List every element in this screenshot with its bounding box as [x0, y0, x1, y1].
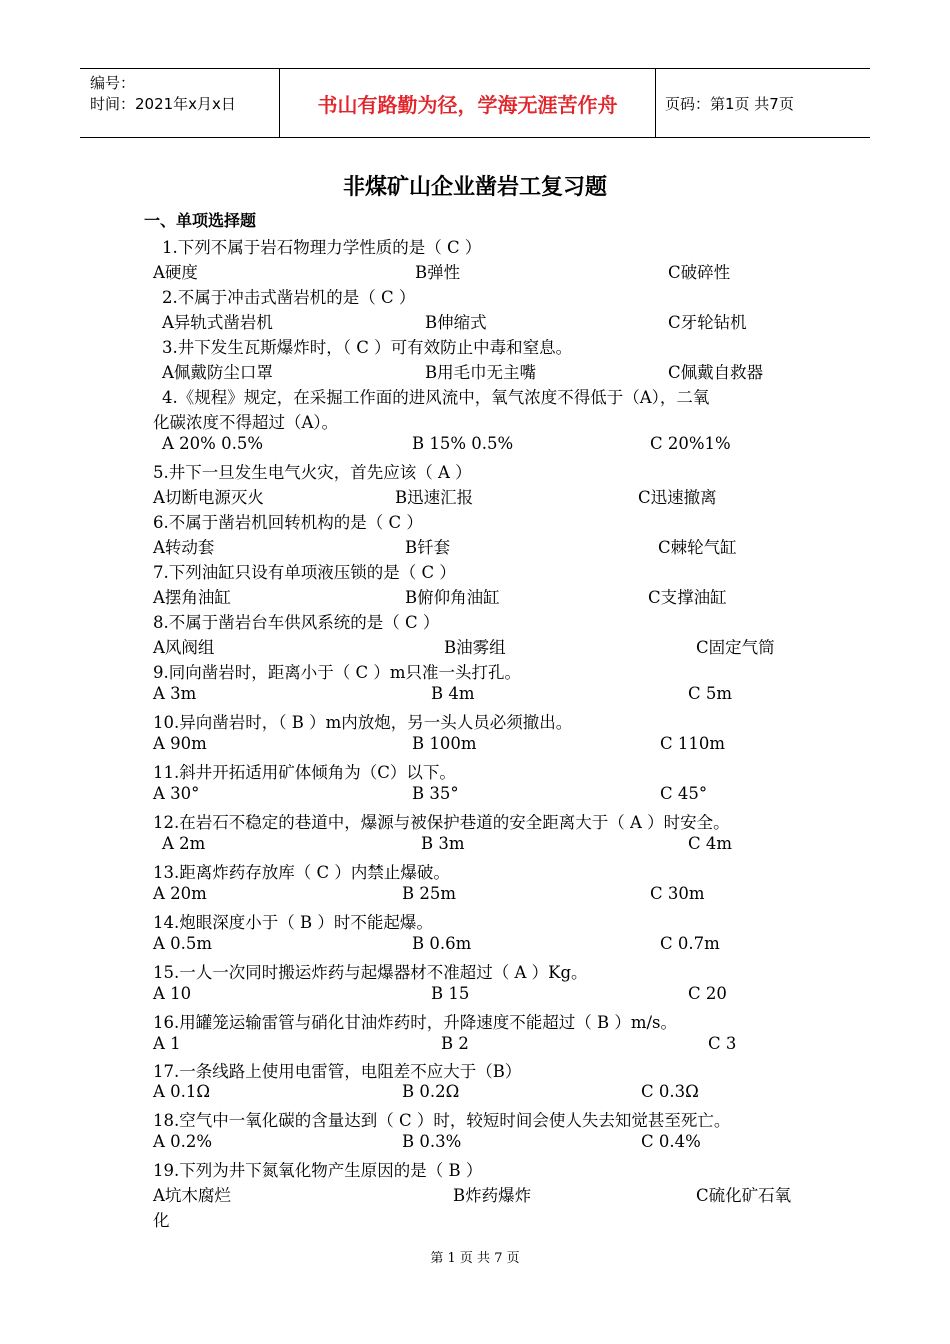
header-meta	[80, 69, 280, 137]
option-a: A 0.5m	[153, 934, 213, 953]
option-a: A 90m	[153, 734, 207, 753]
option-a: A切断电源灭火	[153, 488, 264, 507]
option-c-continued: 化	[153, 1211, 170, 1230]
option-b: B弹性	[415, 263, 461, 282]
option-a: A坑木腐烂	[153, 1186, 231, 1205]
question-text: 16.用罐笼运输雷管与硝化甘油炸药时，升降速度不能超过（ B ）m/s。	[153, 1013, 678, 1032]
option-c: C迅速撤离	[638, 488, 717, 507]
option-a: A摆角油缸	[153, 588, 231, 607]
time-label: 时间：2021年x月x日	[90, 95, 236, 113]
option-b: B迅速汇报	[395, 488, 474, 507]
option-a: A风阀组	[153, 638, 215, 657]
question-text: 10.异向凿岩时，（ B ）m内放炮，另一头人员必须撤出。	[153, 713, 573, 732]
question-text: 9.同向凿岩时，距离小于（ C ）m只准一头打孔。	[153, 663, 522, 682]
question-text: 13.距离炸药存放库（ C ）内禁止爆破。	[153, 863, 450, 882]
question-text: 12.在岩石不稳定的巷道中，爆源与被保护巷道的安全距离大于（ A ）时安全。	[153, 813, 730, 832]
option-a: A异轨式凿岩机	[162, 313, 273, 332]
option-c: C 5m	[688, 684, 733, 703]
option-a: A 20% 0.5%	[162, 434, 263, 453]
option-b: B用毛巾无主嘴	[425, 363, 537, 382]
option-c: C佩戴自救器	[668, 363, 764, 382]
option-c: C 20%1%	[650, 434, 731, 453]
option-a: A佩戴防尘口罩	[162, 363, 273, 382]
option-c: C 0.3Ω	[641, 1082, 699, 1101]
option-b: B炸药爆炸	[453, 1186, 532, 1205]
question-text: 8.不属于凿岩台车供风系统的是（ C ）	[153, 613, 440, 632]
option-a: A 0.1Ω	[153, 1082, 211, 1101]
page-header	[80, 68, 870, 138]
option-a: A转动套	[153, 538, 215, 557]
option-a: A 2m	[162, 834, 206, 853]
option-b: B 3m	[421, 834, 465, 853]
question-text: 3.井下发生瓦斯爆炸时，（ C ）可有效防止中毒和窒息。	[162, 338, 573, 357]
option-c: C 20	[688, 984, 727, 1003]
question-text: 5.井下一旦发生电气火灾，首先应该（ A ）	[153, 463, 472, 482]
option-a: A 1	[153, 1034, 181, 1053]
option-c: C 30m	[650, 884, 705, 903]
option-c: C固定气筒	[696, 638, 775, 657]
option-c: C 3	[708, 1034, 737, 1053]
option-c: C 0.7m	[660, 934, 720, 953]
header-motto: 书山有路勤为径，学海无涯苦作舟	[280, 69, 656, 137]
option-b: B 25m	[402, 884, 457, 903]
option-b: B俯仰角油缸	[405, 588, 500, 607]
section-heading: 一、单项选择题	[144, 211, 257, 230]
option-b: B 35°	[412, 784, 459, 803]
option-a: A 0.2%	[153, 1132, 213, 1151]
document-title: 非煤矿山企业凿岩工复习题	[342, 175, 607, 200]
question-text-continued: 化碳浓度不得超过（A）。	[153, 413, 339, 432]
question-text: 7.下列油缸只设有单项液压锁的是（ C ）	[153, 563, 456, 582]
option-c: C棘轮气缸	[658, 538, 737, 557]
question-text: 17.一条线路上使用电雷管，电阻差不应大于（B）	[153, 1062, 522, 1081]
option-c: C 4m	[688, 834, 733, 853]
question-text: 15.一人一次同时搬运炸药与起爆器材不准超过（ A ）Kg。	[153, 963, 588, 982]
question-text: 18.空气中一氧化碳的含量达到（ C ）时，较短时间会使人失去知觉甚至死亡。	[153, 1111, 731, 1130]
question-text: 6.不属于凿岩机回转机构的是（ C ）	[153, 513, 423, 532]
option-a: A 3m	[153, 684, 197, 703]
question-text: 4.《规程》规定，在采掘工作面的进风流中，氧气浓度不得低于（A），二氧	[162, 388, 710, 407]
option-b: B 0.2Ω	[402, 1082, 460, 1101]
option-b: B 4m	[431, 684, 475, 703]
number-label: 编号：	[90, 74, 136, 92]
question-text: 2.不属于冲击式凿岩机的是（ C ）	[162, 288, 416, 307]
option-c: C破碎性	[668, 263, 731, 282]
option-b: B 100m	[412, 734, 477, 753]
option-b: B 0.6m	[412, 934, 472, 953]
option-b: B 0.3%	[402, 1132, 462, 1151]
option-b: B 15	[431, 984, 470, 1003]
option-b: B伸缩式	[425, 313, 487, 332]
option-a: A 10	[153, 984, 192, 1003]
option-c: C 0.4%	[641, 1132, 701, 1151]
option-c: C牙轮钻机	[668, 313, 747, 332]
option-b: B 15% 0.5%	[412, 434, 514, 453]
option-a: A硬度	[153, 263, 198, 282]
option-a: A 30°	[153, 784, 200, 803]
option-b: B 2	[441, 1034, 469, 1053]
option-b: B钎套	[405, 538, 451, 557]
question-text: 11.斜井开拓适用矿体倾角为（C）以下。	[153, 763, 456, 782]
header-page-info: 页码：第1页 共7页	[665, 94, 794, 113]
question-text: 14.炮眼深度小于（ B ）时不能起爆。	[153, 913, 433, 932]
option-a: A 20m	[153, 884, 207, 903]
question-text: 19.下列为井下氮氧化物产生原因的是（ B ）	[153, 1161, 483, 1180]
option-c: C支撑油缸	[648, 588, 727, 607]
option-c: C 45°	[660, 784, 708, 803]
page-footer: 第 1 页 共 7 页	[430, 1251, 520, 1266]
option-c: C 110m	[660, 734, 726, 753]
option-b: B油雾组	[444, 638, 506, 657]
option-c: C硫化矿石氧	[696, 1186, 792, 1205]
question-text: 1.下列不属于岩石物理力学性质的是（ C ）	[162, 238, 482, 257]
